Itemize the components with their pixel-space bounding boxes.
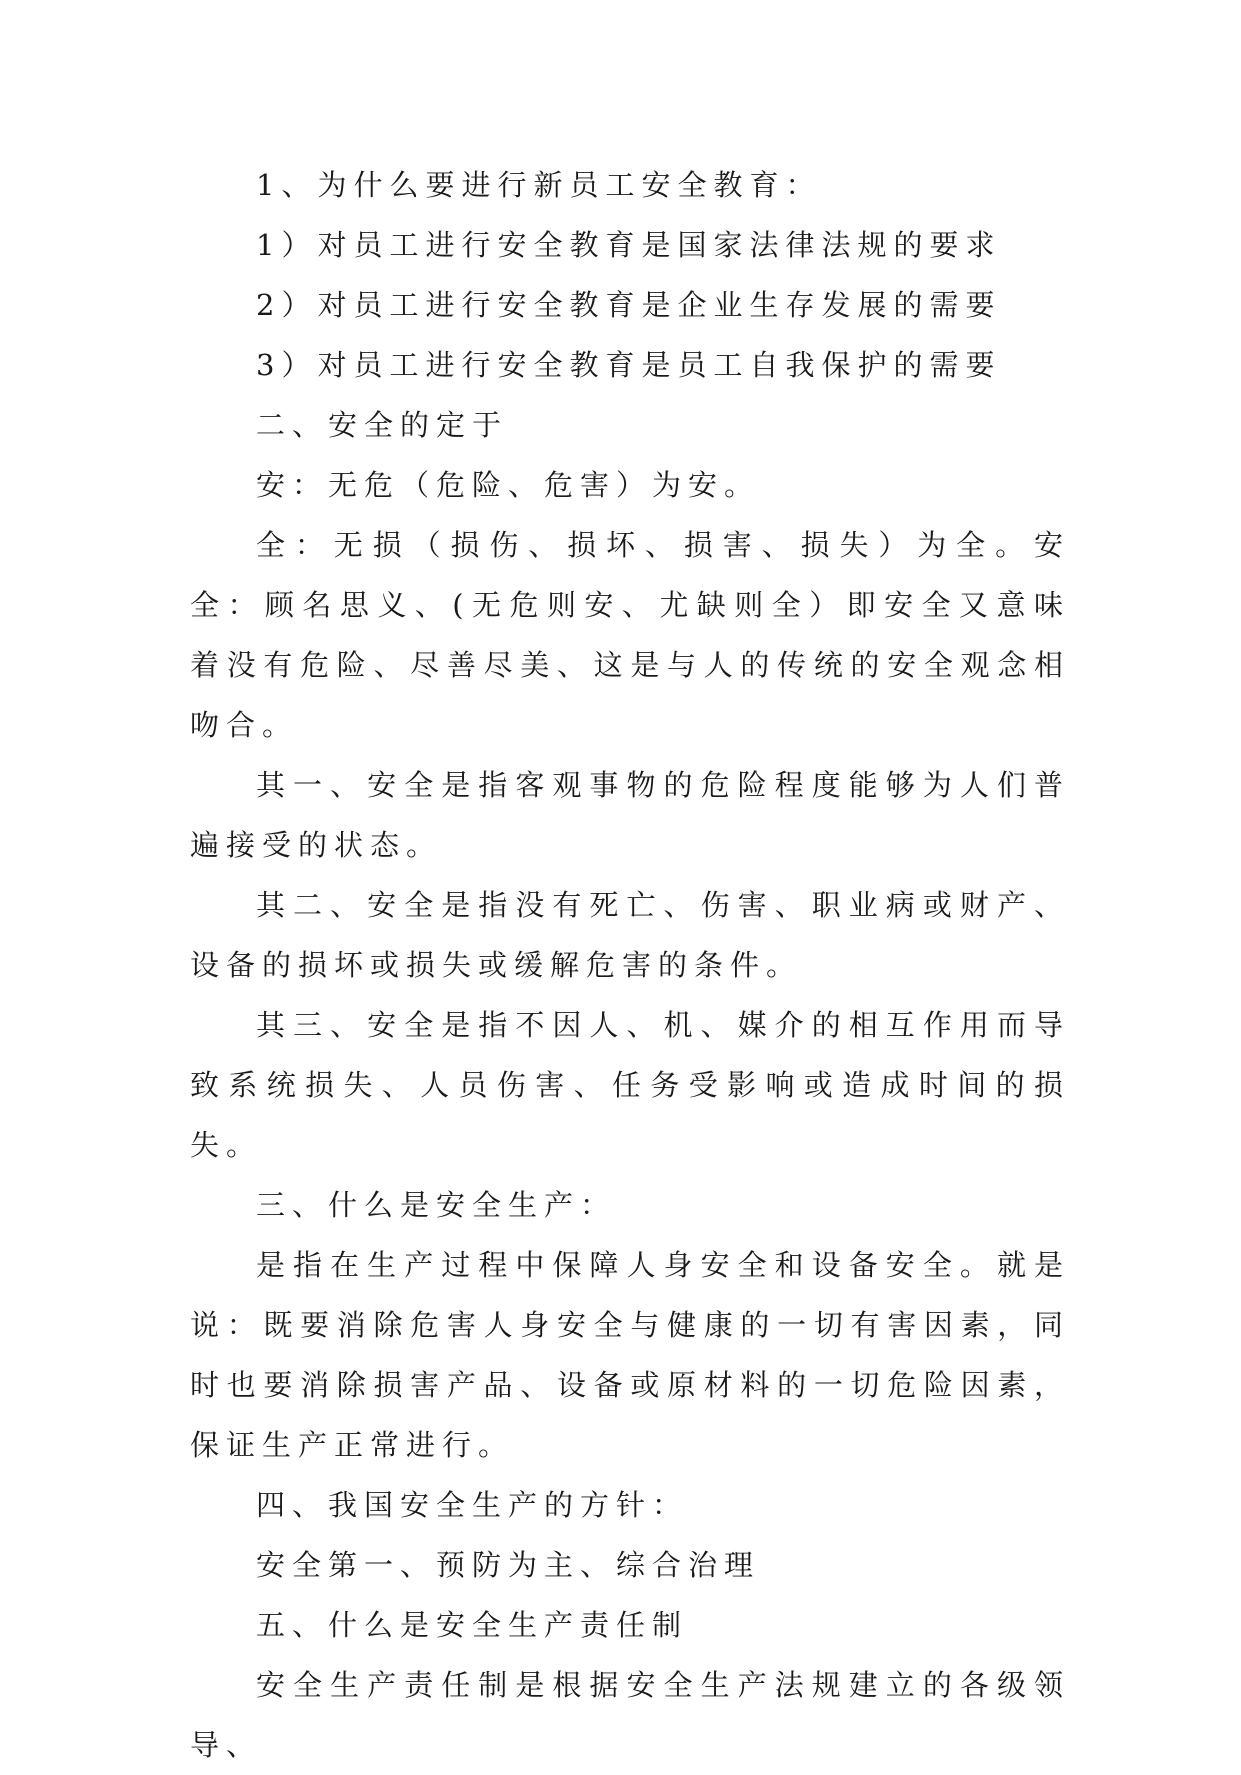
heading-responsibility-system: 五、什么是安全生产责任制 bbox=[256, 1608, 689, 1642]
paragraph-quan-definition: 全：无损（损伤、损坏、损害、损失）为全。安全：顾名思义、(无危则安、尤缺则全）即安全又意味着没有危险、尽善尽美、这是与人的传统的安全观念相吻合。 bbox=[190, 528, 1070, 742]
paragraph-third-meaning: 其三、安全是指不因人、机、媒介的相互作用而导致系统损失、人员伤害、任务受影响或造成时间的损失。 bbox=[190, 1008, 1070, 1162]
document-body bbox=[190, 155, 1070, 1775]
paragraph-first-meaning: 其一、安全是指客观事物的危险程度能够为人们普遍接受的状态。 bbox=[190, 768, 1070, 862]
heading-safety-policy: 四、我国安全生产的方针： bbox=[256, 1488, 689, 1522]
paragraph-an-definition: 安：无危（危险、危害）为安。 bbox=[256, 468, 761, 502]
heading-safety-definition: 二、安全的定于 bbox=[256, 408, 509, 442]
paragraph-responsibility-system: 安全生产责任制是根据安全生产法规建立的各级领导、 bbox=[190, 1668, 1070, 1762]
paragraph-safety-policy: 安全第一、预防为主、综合治理 bbox=[256, 1548, 761, 1582]
list-item-legal-requirement: 1）对员工进行安全教育是国家法律法规的要求 bbox=[256, 228, 1002, 262]
heading-why-safety-education: 1、为什么要进行新员工安全教育： bbox=[256, 168, 822, 202]
heading-safe-production: 三、什么是安全生产： bbox=[256, 1188, 617, 1222]
list-item-self-protection: 3）对员工进行安全教育是员工自我保护的需要 bbox=[256, 348, 1002, 382]
paragraph-second-meaning: 其二、安全是指没有死亡、伤害、职业病或财产、设备的损坏或损失或缓解危害的条件。 bbox=[190, 888, 1070, 982]
list-item-enterprise-need: 2）对员工进行安全教育是企业生存发展的需要 bbox=[256, 288, 1002, 322]
paragraph-safe-production-definition: 是指在生产过程中保障人身安全和设备安全。就是说：既要消除危害人身安全与健康的一切有害因素，同时也要消除损害产品、设备或原材料的一切危险因素，保证生产正常进行。 bbox=[190, 1248, 1070, 1462]
